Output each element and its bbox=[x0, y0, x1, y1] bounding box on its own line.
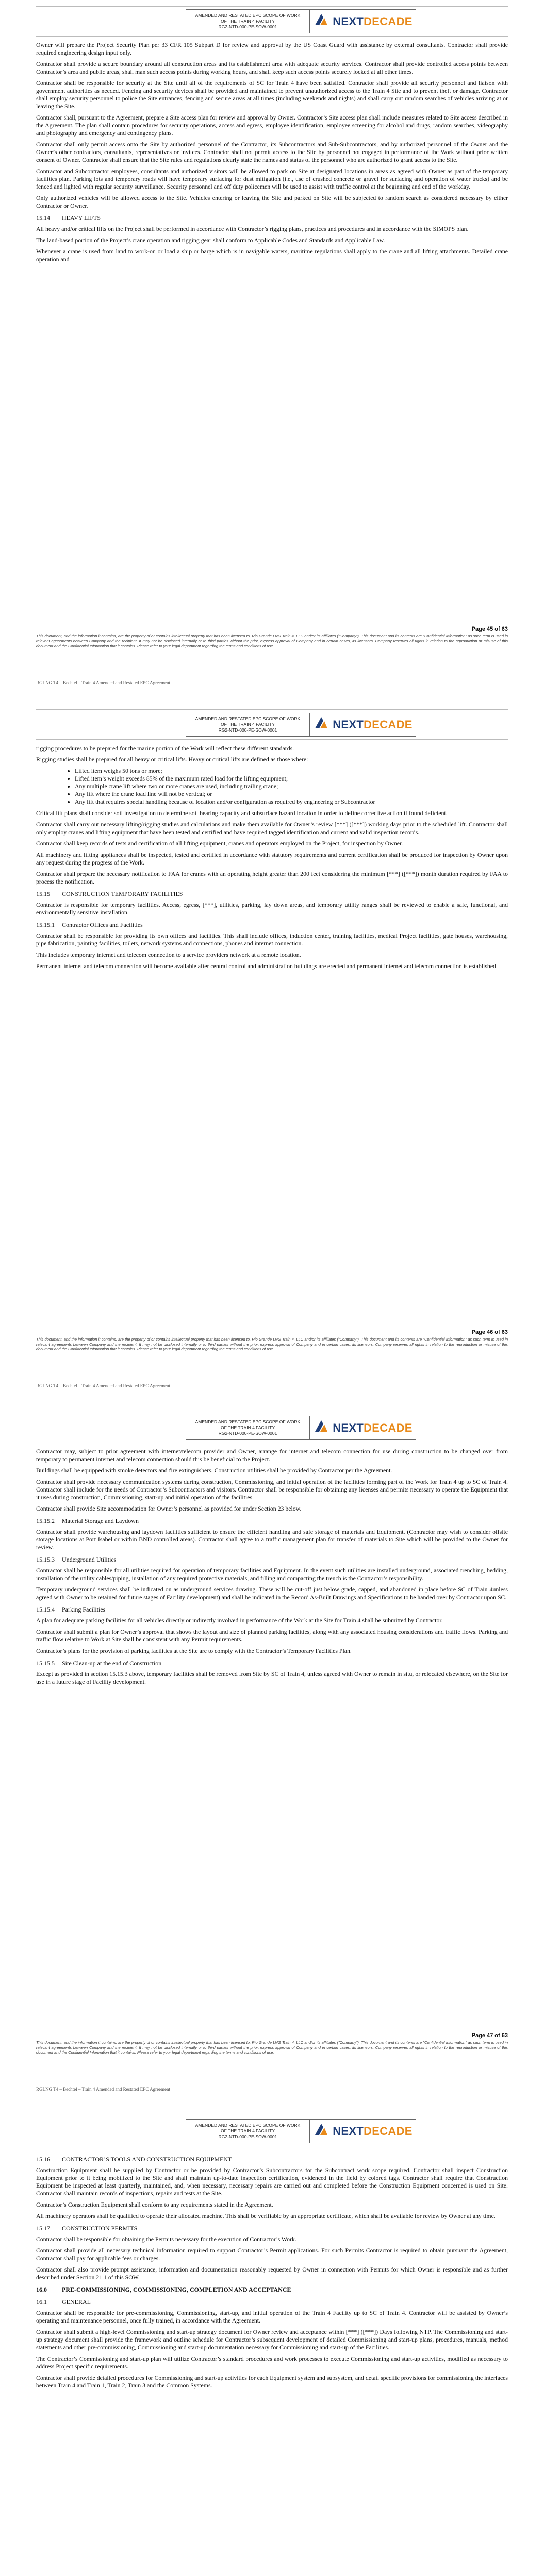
section-title: Parking Facilities bbox=[62, 1606, 106, 1613]
logo-word-decade: DECADE bbox=[364, 718, 413, 731]
logo-word-next: NEXT bbox=[333, 1421, 364, 1434]
section-heading bbox=[36, 1517, 508, 1525]
section-number: 15.15 bbox=[36, 890, 50, 897]
logo-word-next: NEXT bbox=[333, 14, 364, 28]
header-title-line: AMENDED AND RESTATED EPC SCOPE OF WORK bbox=[195, 716, 301, 721]
section-number: 15.15.1 bbox=[36, 921, 55, 928]
paragraph: Rigging studies shall be prepared for all heavy or critical lifts. Heavy or critical lifts are defined as those where: bbox=[36, 756, 308, 763]
paragraph: Contractor’s plans for the provision of parking facilities at the Site are to comply with the Contractor’s Temporary Facilities Plan. bbox=[36, 1647, 352, 1654]
paragraph: rigging procedures to be prepared for the marine portion of the Work will reflect these different standards. bbox=[36, 744, 294, 752]
page-header bbox=[186, 2119, 416, 2143]
page-body bbox=[36, 1448, 508, 1689]
paragraph: Contractor shall also provide prompt assistance, information and documentation reasonably requested by Owner in connection with Permits for which Owner is responsible and as further described under Section 21.1 of this SOW. bbox=[36, 2266, 508, 2281]
page-body bbox=[36, 41, 508, 267]
logo-wordmark bbox=[333, 2125, 413, 2138]
confidentiality-notice: This document, and the information it contains, are the property of or contains intellectual property that has been licensed to, Rio Grande LNG Train 4, LLC and/or its affiliates ("Company"). This document and its contents are "Confidential Information" as such term is used in relevant agreements between Company and the recipient. It may not be disclosed internally or to third parties without the prior, express approval of Company and in certain cases, its licensors. Company reserves all rights in relation to the reproduction or misuse of this document and the Confidential Information that it contains. Please refer to your legal department regarding the terms and conditions of use. bbox=[36, 634, 508, 648]
company-logo bbox=[309, 713, 416, 736]
document-reference: RGLNG T4 – Bechtel – Train 4 Amended and Restated EPC Agreement bbox=[36, 680, 171, 685]
page-number: Page 46 of 63 bbox=[471, 1329, 508, 1335]
paragraph: Contractor shall provide detailed procedures for Commissioning and start-up activities for each Equipment system and subsystem, and detail specific provisions for commissioning the interfaces between Train 4 and Train 1, Train 2, Train 3 and the Common Systems. bbox=[36, 2374, 508, 2389]
section-title: CONSTRUCTION PERMITS bbox=[62, 2225, 138, 2232]
paragraph: Contractor shall be responsible for obtaining the Permits necessary for the execution of Contractor’s Work. bbox=[36, 2235, 296, 2243]
paragraph: Contractor shall provide warehousing and laydown facilities sufficient to ensure the efficient handling and safe storage of materials and Equipment. (Contractor may wish to consider offsite storage locations at Port Isabel or within BND controlled areas). Contractor shall agree to a traffic management plan for transfer of materials to Site which will be provided to the Owner for review. bbox=[36, 1528, 508, 1551]
page-body bbox=[36, 744, 508, 974]
logo-word-decade: DECADE bbox=[364, 14, 413, 28]
header-title-line: OF THE TRAIN 4 FACILITY bbox=[220, 2128, 275, 2133]
page-footer bbox=[36, 2032, 508, 2055]
section-heading bbox=[36, 2224, 508, 2232]
paragraph: Owner will prepare the Project Security Plan per 33 CFR 105 Subpart D for review and approval by the US Coast Guard with assistance by external consultants. Contractor shall provide required engineering design input only. bbox=[36, 41, 508, 56]
paragraph: Only authorized vehicles will be allowed access to the Site. Vehicles entering or leaving the Site and parked on Site will be subjected to random search as considered necessary by either Contractor or Owner. bbox=[36, 194, 508, 209]
paragraph: Contractor may, subject to prior agreement with internet/telecom provider and Owner, arrange for internet and telecom connection for use during construction to be changed over from temporary to permanent internet and telecom connection should this be beneficial to the Project. bbox=[36, 1448, 508, 1463]
page-header bbox=[186, 713, 416, 737]
header-title-line: AMENDED AND RESTATED EPC SCOPE OF WORK bbox=[195, 2123, 301, 2128]
section-heading bbox=[36, 2285, 508, 2294]
logo-wordmark bbox=[333, 718, 413, 732]
section-title: Site Clean-up at the end of Construction bbox=[62, 1659, 162, 1667]
header-title bbox=[186, 2123, 309, 2140]
header-title-line: OF THE TRAIN 4 FACILITY bbox=[220, 722, 275, 727]
section-heading bbox=[36, 890, 508, 898]
paragraph: Permanent internet and telecom connection will become available after central control and administration buildings are erected and permanent internet and telecom connection is established. bbox=[36, 962, 498, 970]
header-title-line: OF THE TRAIN 4 FACILITY bbox=[220, 19, 275, 24]
paragraph: Contractor shall provide necessary communication systems during construction, Commissioning, and initial operation of the facilities forming part of the Work for Train 4 up to SC of Train 4. Contractor shall include for the needs of Contractor’s Subcontractors and visitors. Contractor shall be responsible for obtaining any licenses and permits necessary to operate the Equipment that it uses during construction, Commissioning, start-up and initial operation of the facilities. bbox=[36, 1478, 508, 1501]
section-heading bbox=[36, 921, 508, 929]
paragraph: Contractor shall only permit access onto the Site by authorized personnel of the Contractor, its Subcontractors and Sub-Subcontractors, and by authorized personnel of the Owner and the Owner’s other contractors, consultants, representatives or invitees. Contractor shall not permit access to the Site by personnel not engaged in performance of the Work without prior written consent of Owner. Contractor shall ensure that the Site rules and regulations clearly state the names and status of the personnel who are authorized to grant access to the Site. bbox=[36, 141, 508, 163]
section-number: 15.16 bbox=[36, 2156, 50, 2163]
bullet-item: • Lifted item weighs 50 tons or more; bbox=[75, 767, 508, 775]
section-title: GENERAL bbox=[62, 2298, 91, 2306]
section-number: 15.15.3 bbox=[36, 1556, 55, 1563]
paragraph: Contractor shall provide all necessary technical information required to support Contractor’s Permit applications. For such Permits Contractor is required to obtain pursuant the Agreement, Contractor shall pay for applicable fees or charges. bbox=[36, 2247, 508, 2262]
company-logo bbox=[309, 2120, 416, 2143]
document-reference: RGLNG T4 – Bechtel – Train 4 Amended and Restated EPC Agreement bbox=[36, 1383, 171, 1388]
header-title-line: RG2-NTD-000-PE-SOW-0001 bbox=[218, 2134, 277, 2139]
section-title: CONTRACTOR’S TOOLS AND CONSTRUCTION EQUIPMENT bbox=[62, 2156, 232, 2163]
paragraph: Contractor shall submit a high-level Commissioning and start-up strategy document for Owner review and acceptance within [***] ([***]) Days following NTP. The Commissioning and start-up strategy document shall provide the framework and outline schedule for Contractor’s subsequent development of detailed Commissioning and start-up plans, procedures, manuals, method statements and other pre-commissioning, Commissioning and start-up documentation necessary for Commissioning and start-up of the Facilities. bbox=[36, 2328, 508, 2351]
paragraph: Buildings shall be equipped with smoke detectors and fire extinguishers. Construction utilities shall be provided by Contractor per the Agreement. bbox=[36, 1467, 392, 1474]
section-heading bbox=[36, 1605, 508, 1614]
paragraph: Contractor is responsible for temporary facilities. Access, egress, [***], utilities, parking, lay down areas, and temporary utility ranges shall be reviewed to enable a safe, functional, and environmentally sensitive installation. bbox=[36, 901, 508, 916]
company-logo bbox=[309, 10, 416, 33]
paragraph: Contractor’s Construction Equipment shall conform to any requirements stated in the Agreement. bbox=[36, 2201, 273, 2208]
logo-mark-icon bbox=[313, 1418, 329, 1437]
bullet-item: • Lifted item’s weight exceeds 85% of the maximum rated load for the lifting equipment; bbox=[75, 775, 508, 783]
paragraph: Contractor shall prepare the necessary notification to FAA for cranes with an operating height greater than 200 feet considering the minimum [***] ([***]) month duration required by FAA to process the notification. bbox=[36, 870, 508, 885]
logo-mark-icon bbox=[313, 2122, 329, 2141]
header-title bbox=[186, 716, 309, 733]
header-title-line: RG2-NTD-000-PE-SOW-0001 bbox=[218, 1431, 277, 1436]
paragraph: Critical lift plans shall consider soil investigation to determine soil bearing capacity and subsurface hazard location in order to define corrective action if found deficient. bbox=[36, 809, 448, 817]
section-heading bbox=[36, 2298, 508, 2306]
page-body bbox=[36, 2151, 508, 2393]
paragraph: Except as provided in section 15.15.3 above, temporary facilities shall be removed from Site by SC of Train 4, unless agreed with Owner to remain in situ, or relocated elsewhere, on the Site for use in a future stage of Facility development. bbox=[36, 1670, 508, 1685]
page-header bbox=[186, 9, 416, 33]
bullet-item: • Any multiple crane lift where two or more cranes are used, including trailing crane; bbox=[75, 783, 508, 790]
section-title: PRE-COMMISSIONING, COMMISSIONING, COMPLETION AND ACCEPTANCE bbox=[62, 2286, 291, 2293]
header-title-line: AMENDED AND RESTATED EPC SCOPE OF WORK bbox=[195, 13, 301, 18]
paragraph: Contractor shall carry out necessary lifting/rigging studies and calculations and make them available for Owner’s review [***] ([***]) working days prior to the scheduled lift. Contractor shall only employ cranes and lifting equipment that have been tested and certified and have required tagged identification and current and valid inspection records. bbox=[36, 821, 508, 836]
section-title: Underground Utilities bbox=[62, 1556, 117, 1563]
paragraph: The land-based portion of the Project’s crane operation and rigging gear shall conform to Applicable Codes and Standards and Applicable Law. bbox=[36, 236, 385, 244]
section-title: Contractor Offices and Facilities bbox=[62, 921, 143, 928]
section-number: 15.17 bbox=[36, 2225, 50, 2232]
paragraph: All heavy and/or critical lifts on the Project shall be performed in accordance with Contractor’s rigging plans, practices and procedures and in accordance with the SIMOPS plan. bbox=[36, 225, 469, 232]
paragraph: A plan for adequate parking facilities for all vehicles directly or indirectly involved in performance of the Work at the Site for Train 4 shall be submitted by Contractor. bbox=[36, 1617, 443, 1624]
logo-word-decade: DECADE bbox=[364, 1421, 413, 1434]
header-title-line: AMENDED AND RESTATED EPC SCOPE OF WORK bbox=[195, 1419, 301, 1425]
header-title bbox=[186, 13, 309, 30]
paragraph: Contractor shall be responsible for pre-commissioning, Commissioning, start-up, and initial operation of the Train 4 Facility up to SC of Train 4. Contractor will be assisted by Owner’s operating and maintenance personnel, once fully trained, in accordance with the Agreement. bbox=[36, 2309, 508, 2324]
header-title-line: RG2-NTD-000-PE-SOW-0001 bbox=[218, 24, 277, 29]
paragraph: Contractor shall provide a secure boundary around all construction areas and its establishment area with adequate security services. Contractor shall provide controlled access points between Contractor’s area and public areas, shall man such access points during working hours, and shall keep such access points securely locked at all other times. bbox=[36, 60, 508, 75]
paragraph: This includes temporary internet and telecom connection to a service providers network at a remote location. bbox=[36, 951, 301, 958]
logo-wordmark bbox=[333, 15, 413, 28]
paragraph: All machinery operators shall be qualified to operate their allocated machine. This shall be verifiable by an appropriate certificate, which shall be available for review by Owner at any time. bbox=[36, 2212, 496, 2219]
section-title: CONSTRUCTION TEMPORARY FACILITIES bbox=[62, 890, 183, 897]
header-rule bbox=[36, 36, 508, 37]
page-footer bbox=[36, 1329, 508, 1352]
logo-word-next: NEXT bbox=[333, 718, 364, 731]
paragraph: Contractor shall, pursuant to the Agreement, prepare a Site access plan for review and approval by Owner. Contractor’s Site access plan shall include measures related to Site access described in the Agreement. The plan shall contain procedures for security operations, access and egress, employee identification, employee screening for alcohol and drugs, random searches, videography and photography and emergency and contingency plans. bbox=[36, 114, 508, 137]
page-footer bbox=[36, 626, 508, 649]
logo-wordmark bbox=[333, 1421, 413, 1435]
page-header bbox=[186, 1416, 416, 1440]
section-number: 15.15.2 bbox=[36, 1517, 55, 1524]
logo-word-next: NEXT bbox=[333, 2124, 364, 2138]
header-title bbox=[186, 1419, 309, 1436]
section-title: HEAVY LIFTS bbox=[62, 214, 101, 222]
header-title-line: OF THE TRAIN 4 FACILITY bbox=[220, 1425, 275, 1430]
paragraph: The Contractor’s Commissioning and start-up plan will utilize Contractor’s standard procedures and work processes to execute Commissioning and start-up activities, modified as necessary to address Project specific requirements. bbox=[36, 2355, 508, 2370]
header-rule bbox=[36, 739, 508, 740]
paragraph: Contractor shall be responsible for providing its own offices and facilities. This shall include offices, induction center, training facilities, medical Project facilities, gate houses, warehousing, pipe fabrication, painting facilities, toilets, network systems and connections, phones and internet connection. bbox=[36, 932, 508, 947]
logo-mark-icon bbox=[313, 715, 329, 734]
confidentiality-notice: This document, and the information it contains, are the property of or contains intellectual property that has been licensed to, Rio Grande LNG Train 4, LLC and/or its affiliates ("Company"). This document and its contents are "Confidential Information" as such term is used in relevant agreements between Company and the recipient. It may not be disclosed internally or to third parties without the prior, express approval of Company and in certain cases, its licensors. Company reserves all rights in relation to the reproduction or misuse of this document and the Confidential Information that it contains. Please refer to your legal department regarding the terms and conditions of use. bbox=[36, 1337, 508, 1351]
section-heading bbox=[36, 2155, 508, 2163]
paragraph: Construction Equipment shall be supplied by Contractor or be provided by Contractor’s Subcontractors for the Subcontract work scope required. Contractor shall inspect Construction Equipment prior to it being mobilized to the Site and shall maintain up-to-date inspection certification, evidenced in the field by colored tags. Contractor shall require that Construction Equipment be inspected at least quarterly, maintained, and, when necessary, necessary repairs are carried out and completed before the Construction Equipment concerned is used on Site. Contractor shall maintain records of inspections, repairs and tests at the Site. bbox=[36, 2166, 508, 2197]
paragraph: Contractor and Subcontractor employees, consultants and authorized visitors will be allowed to park on Site at designated locations in areas as agreed with Owner as part of the temporary facilities plan. Parking lots and temporary roads will have temporary surfacing for dust mitigation (i.e., use of crushed concrete or gravel for surfacing and operation of water trucks) and be fenced and lighted with regular security surveillance. Security personnel and off duty policemen will be used to assist with traffic control at the beginning and end of the workday. bbox=[36, 167, 508, 190]
confidentiality-notice: This document, and the information it contains, are the property of or contains intellectual property that has been licensed to, Rio Grande LNG Train 4, LLC and/or its affiliates ("Company"). This document and its contents are "Confidential Information" as such term is used in relevant agreements between Company and the recipient. It may not be disclosed internally or to third parties without the prior, express approval of Company and in certain cases, its licensors. Company reserves all rights in relation to the reproduction or misuse of this document and the Confidential Information that it contains. Please refer to your legal department regarding the terms and conditions of use. bbox=[36, 2040, 508, 2055]
bullet-item: • Any lift that requires special handling because of location and/or configuration as required by engineering or Subcontractor bbox=[75, 798, 508, 806]
paragraph: Contractor shall provide Site accommodation for Owner’s personnel as provided for under Section 23 below. bbox=[36, 1505, 302, 1512]
logo-word-decade: DECADE bbox=[364, 2124, 413, 2138]
document-page bbox=[0, 0, 544, 703]
paragraph: Contractor shall be responsible for all utilities required for operation of temporary facilities and Equipment. In the event such utilities are installed underground, associated trenching, bedding, installation of the utility cables/piping, installation of any required protective materials, and filling and compacting the trench is the Contractor’s responsibility. bbox=[36, 1567, 508, 1582]
header-title-line: RG2-NTD-000-PE-SOW-0001 bbox=[218, 727, 277, 733]
logo-mark-icon bbox=[313, 12, 329, 31]
document-reference: RGLNG T4 – Bechtel – Train 4 Amended and Restated EPC Agreement bbox=[36, 2087, 171, 2092]
section-number: 16.0 bbox=[36, 2286, 47, 2293]
paragraph: Whenever a crane is used from land to work-on or load a ship or barge which is in navigable waters, maritime regulations shall apply to the crane and all lifting attachments. Detailed crane operation and bbox=[36, 248, 508, 263]
page-number: Page 45 of 63 bbox=[471, 626, 508, 632]
document-page bbox=[0, 703, 544, 1406]
paragraph: All machinery and lifting appliances shall be inspected, tested and certified in accordance with statutory requirements and current certification shall be produced for inspection by Owner upon any request during the progress of the Work. bbox=[36, 851, 508, 866]
section-heading bbox=[36, 1555, 508, 1564]
company-logo bbox=[309, 1416, 416, 1439]
bullet-list bbox=[36, 767, 508, 806]
header-rule bbox=[36, 709, 508, 710]
section-heading bbox=[36, 1659, 508, 1667]
paragraph: Contractor shall be responsible for security at the Site until all of the requirements of SC for Train 4 have been satisfied. Contractor shall provide all security personnel and liaison with government authorities as needed. Fencing and security devices shall be provided and maintained to prevent unauthorized access to the Train 4 Site and to prevent theft or damage. Contractor shall employ security personnel to police the Site entrances, fencing and secure areas at all times (including weekends and nights) and shall carry out random searches of vehicles arriving at or leaving the Site. bbox=[36, 79, 508, 110]
document-page bbox=[0, 2110, 544, 2576]
page-number: Page 47 of 63 bbox=[471, 2032, 508, 2039]
section-number: 16.1 bbox=[36, 2298, 47, 2306]
section-heading bbox=[36, 214, 508, 222]
document-page bbox=[0, 1406, 544, 2110]
paragraph: Contractor shall submit a plan for Owner’s approval that shows the layout and size of planned parking facilities, along with any associated housing considerations and traffic flows. Parking and traffic flow relative to Work at Site shall be consistent with any Permit requirements. bbox=[36, 1628, 508, 1643]
header-rule bbox=[36, 6, 508, 7]
section-number: 15.15.5 bbox=[36, 1659, 55, 1667]
section-number: 15.14 bbox=[36, 214, 50, 222]
section-number: 15.15.4 bbox=[36, 1606, 55, 1613]
paragraph: Temporary underground services shall be indicated on as underground services drawing. These will be cut-off just below grade, capped, and abandoned in place before SC of Train 4unless agreed with Owner to be retained for future stages of Facility development) and shall be indicated in the Record As-Built Drawings and Specifications to be handed over by Contractor upon SC. bbox=[36, 1586, 508, 1601]
paragraph: Contractor shall keep records of tests and certification of all lifting equipment, cranes and operators employed on the Project, for inspection by Owner. bbox=[36, 840, 403, 847]
section-title: Material Storage and Laydown bbox=[62, 1517, 139, 1524]
bullet-item: • Any lift where the crane load line will not be vertical; or bbox=[75, 790, 508, 798]
